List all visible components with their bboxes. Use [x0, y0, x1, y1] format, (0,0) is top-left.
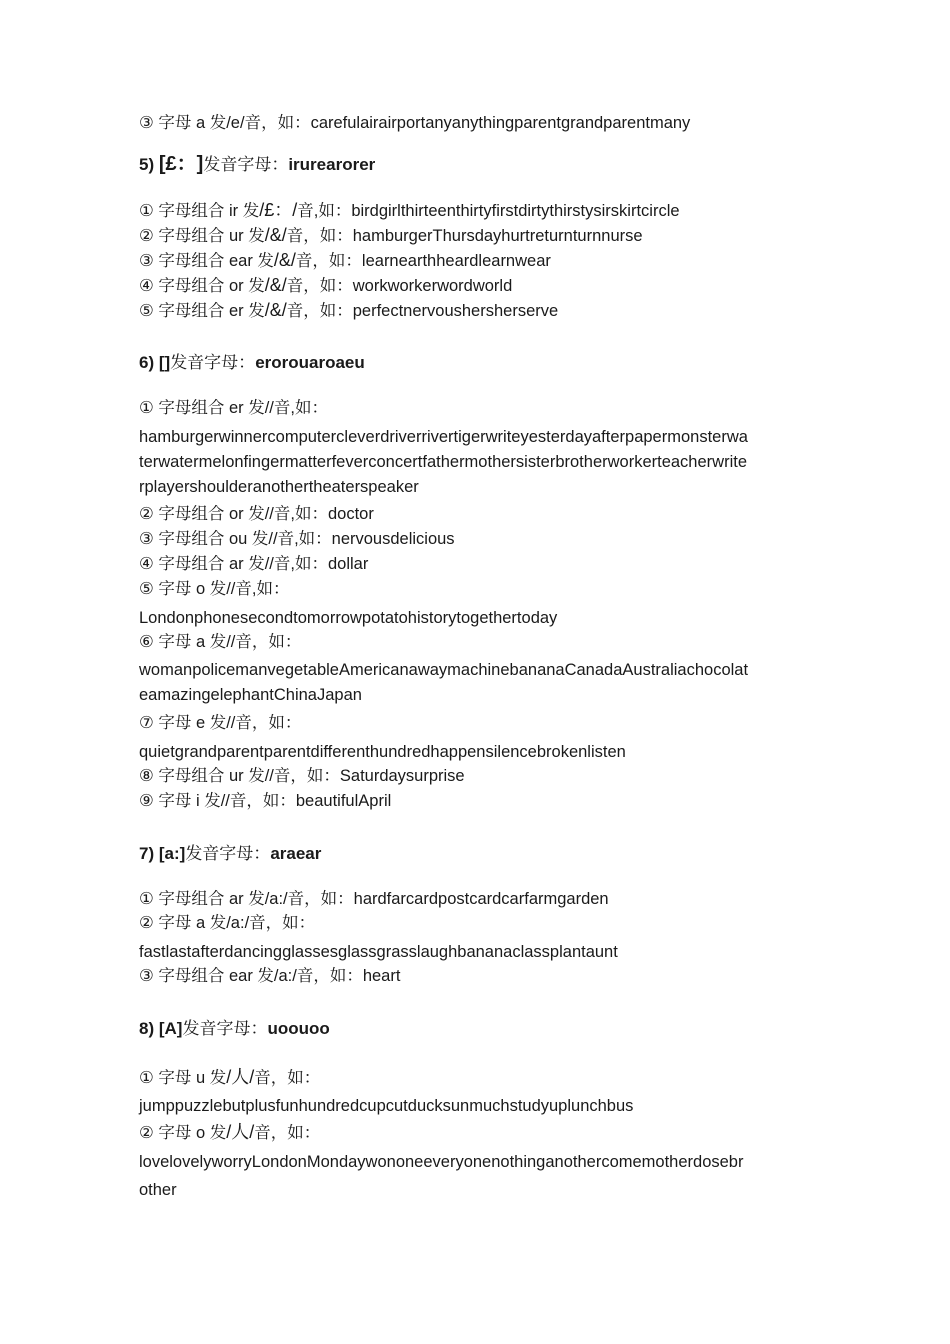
- list-item: ① 字母组合 er 发//音,如：: [139, 399, 328, 417]
- section-label: 发音字母：: [185, 844, 271, 863]
- item-prefix: ② 字母 o 发: [139, 1124, 227, 1142]
- item-text: 音，如：learnearthheardlearnwear: [295, 252, 551, 270]
- example-words: terwatermelonfingermatterfeverconcertfathermothersisterbrotherworkerteacherwrite: [139, 453, 747, 471]
- section-label: 发音字母：: [182, 1019, 268, 1038]
- list-item: ⑧ 字母组合 ur 发//音，如：Saturdaysurprise: [139, 767, 465, 785]
- section-letters: araear: [270, 844, 322, 863]
- item-prefix: ① 字母组合 ir 发: [139, 202, 260, 220]
- item-text: 音，如：: [254, 1069, 321, 1087]
- phonetic-symbol: /&/: [264, 225, 287, 245]
- section-number: 5): [139, 155, 155, 174]
- item-prefix: ③ 字母组合 ear 发: [139, 252, 274, 270]
- example-words: eamazingelephantChinaJapan: [139, 686, 362, 704]
- phonetic-symbol: [A]: [158, 1019, 183, 1038]
- item-prefix: ① 字母 u 发: [139, 1069, 227, 1087]
- list-item: ④ 字母组合 ar 发//音,如：dollar: [139, 555, 369, 573]
- example-words: hamburgerwinnercomputercleverdriverrivertigerwriteyesterdayafterpapermonsterwa: [139, 428, 748, 446]
- phonetic-symbol: /人/: [226, 1122, 255, 1142]
- section-label: 发音字母：: [170, 353, 256, 372]
- example-words: rplayershoulderanothertheaterspeaker: [139, 478, 419, 496]
- example-words: Londonphonesecondtomorrowpotatohistorytogethertoday: [139, 609, 558, 627]
- list-item: [139, 198, 680, 223]
- section-label: 发音字母：: [203, 155, 289, 174]
- phonetic-symbol: /&/: [264, 275, 287, 295]
- section-letters: erorouaroaeu: [255, 353, 365, 372]
- section-5-heading: [139, 152, 375, 177]
- list-item: ⑥ 字母 a 发//音，如：: [139, 633, 302, 651]
- list-item: [139, 223, 643, 248]
- section-number: 8): [139, 1019, 155, 1038]
- phonetic-symbol: [£：: [158, 153, 187, 175]
- item-text: 音,如：birdgirlthirteenthirtyfirstdirtythirstysirskirtcircle: [297, 202, 680, 220]
- phonetic-symbol: [a:]: [158, 844, 186, 863]
- example-words: other: [139, 1181, 177, 1199]
- item-prefix: ⑤ 字母组合 er 发: [139, 302, 265, 320]
- item-text: 音，如：workworkerwordworld: [286, 277, 513, 295]
- list-item: ① 字母组合 ar 发/a:/音，如：hardfarcardpostcardcarfarmgarden: [139, 890, 609, 908]
- phonetic-symbol: /&/: [273, 250, 296, 270]
- example-words: womanpolicemanvegetableAmericanawaymachinebananaCanadaAustraliachocolat: [139, 661, 749, 679]
- list-item: [139, 273, 512, 298]
- phonetic-symbol: /&/: [264, 300, 287, 320]
- list-item: ② 字母 a 发/a:/音，如：: [139, 914, 316, 932]
- example-words: lovelovelyworryLondonMondaywononeeveryonenothinganothercomemotherdosebr: [139, 1153, 744, 1171]
- list-item: [139, 248, 551, 273]
- phonetic-symbol: /人/: [226, 1067, 255, 1087]
- list-item: ② 字母组合 or 发//音,如：doctor: [139, 505, 374, 523]
- section-letters: irurearorer: [288, 155, 376, 174]
- phonetic-symbol: []: [158, 353, 171, 372]
- list-item: ③ 字母组合 ear 发/a:/音，如：heart: [139, 967, 401, 985]
- item-text: 音，如：perfectnervoushersherserve: [286, 302, 559, 320]
- example-words: quietgrandparentparentdifferenthundredhappensilencebrokenlisten: [139, 743, 626, 761]
- list-item: ③ 字母组合 ou 发//音,如：nervousdelicious: [139, 530, 455, 548]
- example-words: fastlastafterdancingglassesglassgrasslaughbananaclassplantaunt: [139, 943, 618, 961]
- section-8-heading: [139, 1017, 330, 1041]
- item-text: 音，如：hamburgerThursdayhurtreturnturnnurse: [286, 227, 643, 245]
- phonetic-symbol: /£：/: [259, 200, 298, 220]
- intro-item: ③ 字母 a 发/e/音，如：carefulairairportanyanythingparentgrandparentmany: [139, 114, 691, 132]
- item-text: 音，如：: [254, 1124, 321, 1142]
- section-letters: uoouoo: [267, 1019, 330, 1038]
- section-number: 7): [139, 844, 155, 863]
- list-item: ⑨ 字母 i 发//音，如：beautifulApril: [139, 792, 392, 810]
- section-7-heading: [139, 842, 321, 866]
- list-item: [139, 1120, 320, 1145]
- example-words: jumppuzzlebutplusfunhundredcupcutducksunmuchstudyuplunchbus: [139, 1097, 634, 1115]
- list-item: ⑦ 字母 e 发//音，如：: [139, 714, 302, 732]
- phonetic-symbol-close: ]: [196, 153, 204, 175]
- item-prefix: ② 字母组合 ur 发: [139, 227, 265, 245]
- item-prefix: ④ 字母组合 or 发: [139, 277, 265, 295]
- list-item: ⑤ 字母 o 发//音,如：: [139, 580, 290, 598]
- section-6-heading: [139, 351, 365, 375]
- section-number: 6): [139, 353, 155, 372]
- list-item: [139, 1065, 320, 1090]
- list-item: [139, 298, 558, 323]
